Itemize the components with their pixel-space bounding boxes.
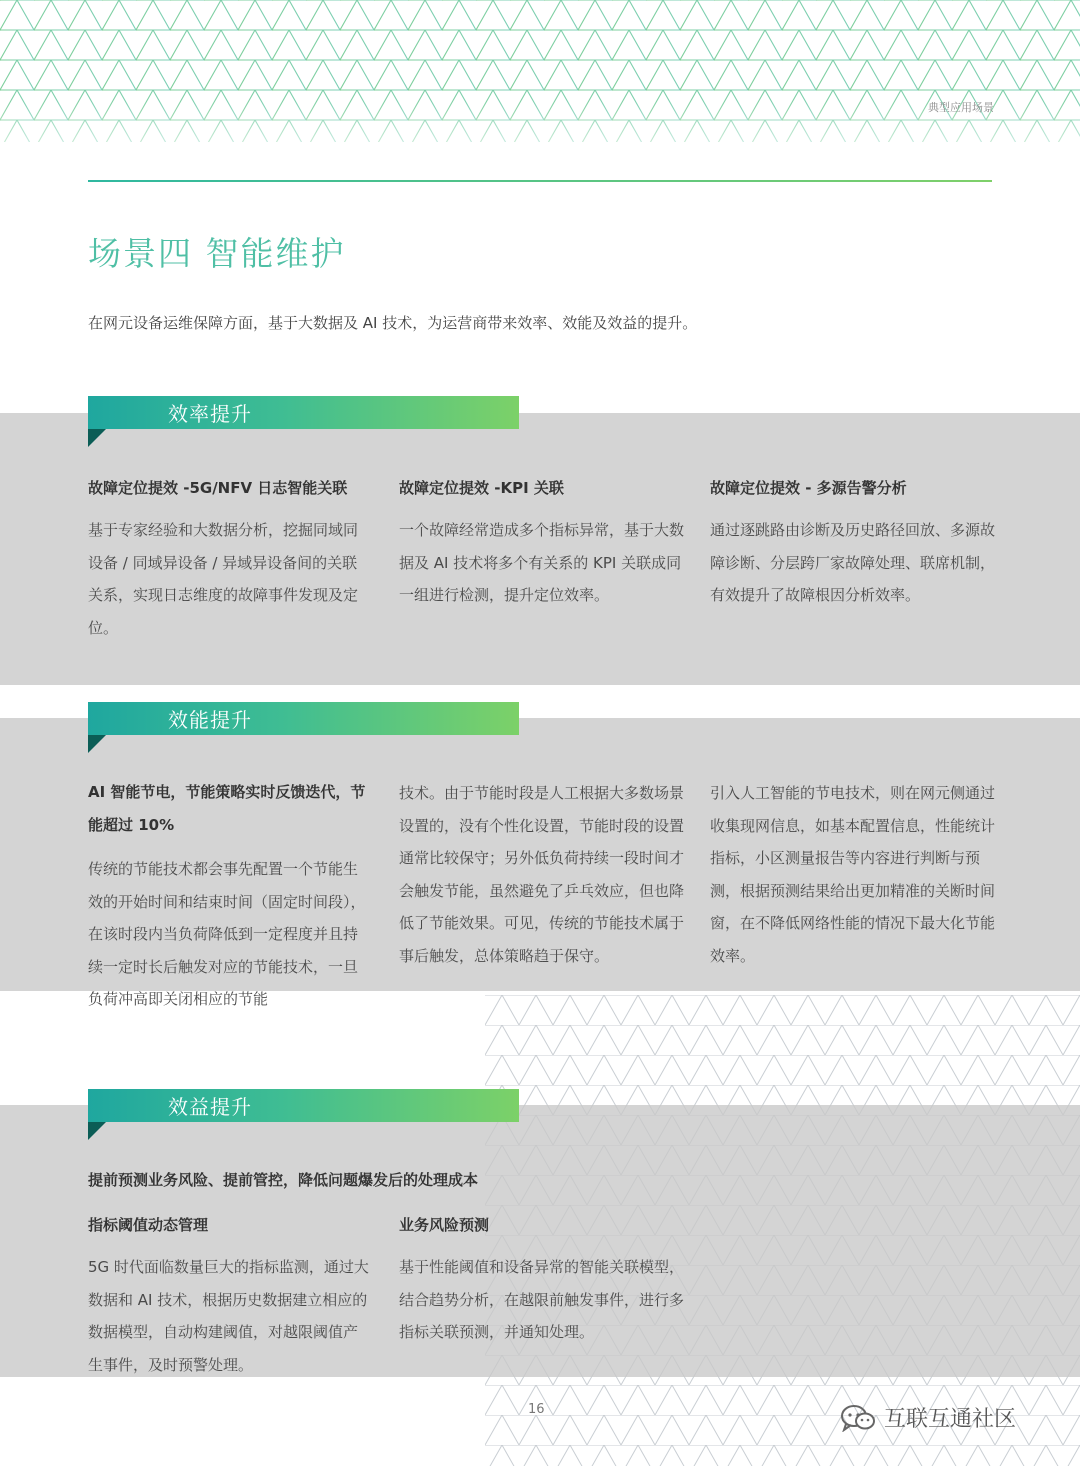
wechat-icon: [840, 1404, 876, 1432]
benefit-lead: 提前预测业务风险、提前管控，降低问题爆发后的处理成本: [88, 1171, 479, 1189]
footer-brand: [840, 1402, 1016, 1433]
efficiency-heading-1: 故障定位提效 -5G/NFV 日志智能关联: [88, 479, 348, 497]
benefit-label: 效益提升: [168, 1095, 252, 1119]
effectiveness-body-1: 传统的节能技术都会事先配置一个节能生效的开始时间和结束时间（固定时间段），在该时段内当负荷降低到一定程度并且持续一定时长后触发对应的节能技术，一旦负荷冲高即关闭相应的节能: [88, 860, 366, 1009]
page-title: 场景四 智能维护: [88, 234, 346, 273]
banner-fold: [88, 1122, 106, 1140]
benefit-body-2: 基于性能阈值和设备异常的智能关联模型，结合趋势分析，在越限前触发事件，进行多指标关联预测，并通知处理。: [399, 1258, 685, 1342]
intro-text: 在网元设备运维保障方面，基于大数据及 AI 技术，为运营商带来效率、效能及效益的提升。: [88, 314, 698, 332]
effectiveness-body-3: 引入人工智能的节电技术，则在网元侧通过收集现网信息，如基本配置信息，性能统计指标，小区测量报告等内容进行判断与预测，根据预测结果给出更加精准的关断时间窗，在不降低网络性能的情况下最大化节能效率。: [710, 784, 996, 965]
banner-fold: [88, 429, 106, 447]
banner-fold: [88, 735, 106, 753]
efficiency-heading-2: 故障定位提效 -KPI 关联: [399, 479, 564, 497]
effectiveness-banner: [88, 702, 519, 735]
effectiveness-label: 效能提升: [168, 708, 252, 732]
benefit-heading-1: 指标阈值动态管理: [88, 1216, 209, 1234]
efficiency-heading-3: 故障定位提效 - 多源告警分析: [710, 479, 907, 497]
efficiency-body-3: 通过逐跳路由诊断及历史路径回放、多源故障诊断、分层跨厂家故障处理、联席机制，有效提升了故障根因分析效率。: [710, 521, 996, 605]
triangle-pattern-top: [0, 0, 1080, 142]
top-divider: [88, 180, 992, 182]
footer-brand-name: 互联互通社区: [884, 1407, 1017, 1432]
effectiveness-heading: AI 智能节电，节能策略实时反馈迭代，节能超过 10%: [88, 783, 366, 834]
efficiency-label: 效率提升: [168, 402, 252, 426]
benefit-heading-2: 业务风险预测: [399, 1216, 490, 1234]
page-number: 16: [528, 1402, 545, 1417]
benefit-body-1: 5G 时代面临数量巨大的指标监测，通过大数据和 AI 技术，根据历史数据建立相应的数据模型，自动构建阈值，对越限阈值产生事件，及时预警处理。: [88, 1258, 369, 1374]
efficiency-body-1: 基于专家经验和大数据分析，挖掘同域同设备 / 同域异设备 / 异域异设备间的关联关系，实现日志维度的故障事件发现及定位。: [88, 521, 359, 637]
efficiency-body-2: 一个故障经常造成多个指标异常，基于大数据及 AI 技术将多个有关系的 KPI 关联成同一组进行检测，提升定位效率。: [399, 521, 685, 605]
effectiveness-body-2: 技术。由于节能时段是人工根据大多数场景设置的，没有个性化设置，节能时段的设置通常比较保守；另外低负荷持续一段时间才会触发节能，虽然避免了乒乓效应，但也降低了节能效果。可见，传统的节能技术属于事后触发，总体策略趋于保守。: [399, 784, 685, 965]
benefit-banner: [88, 1089, 519, 1122]
efficiency-banner: [88, 396, 519, 429]
header-section-label: 典型应用场景: [928, 101, 994, 114]
